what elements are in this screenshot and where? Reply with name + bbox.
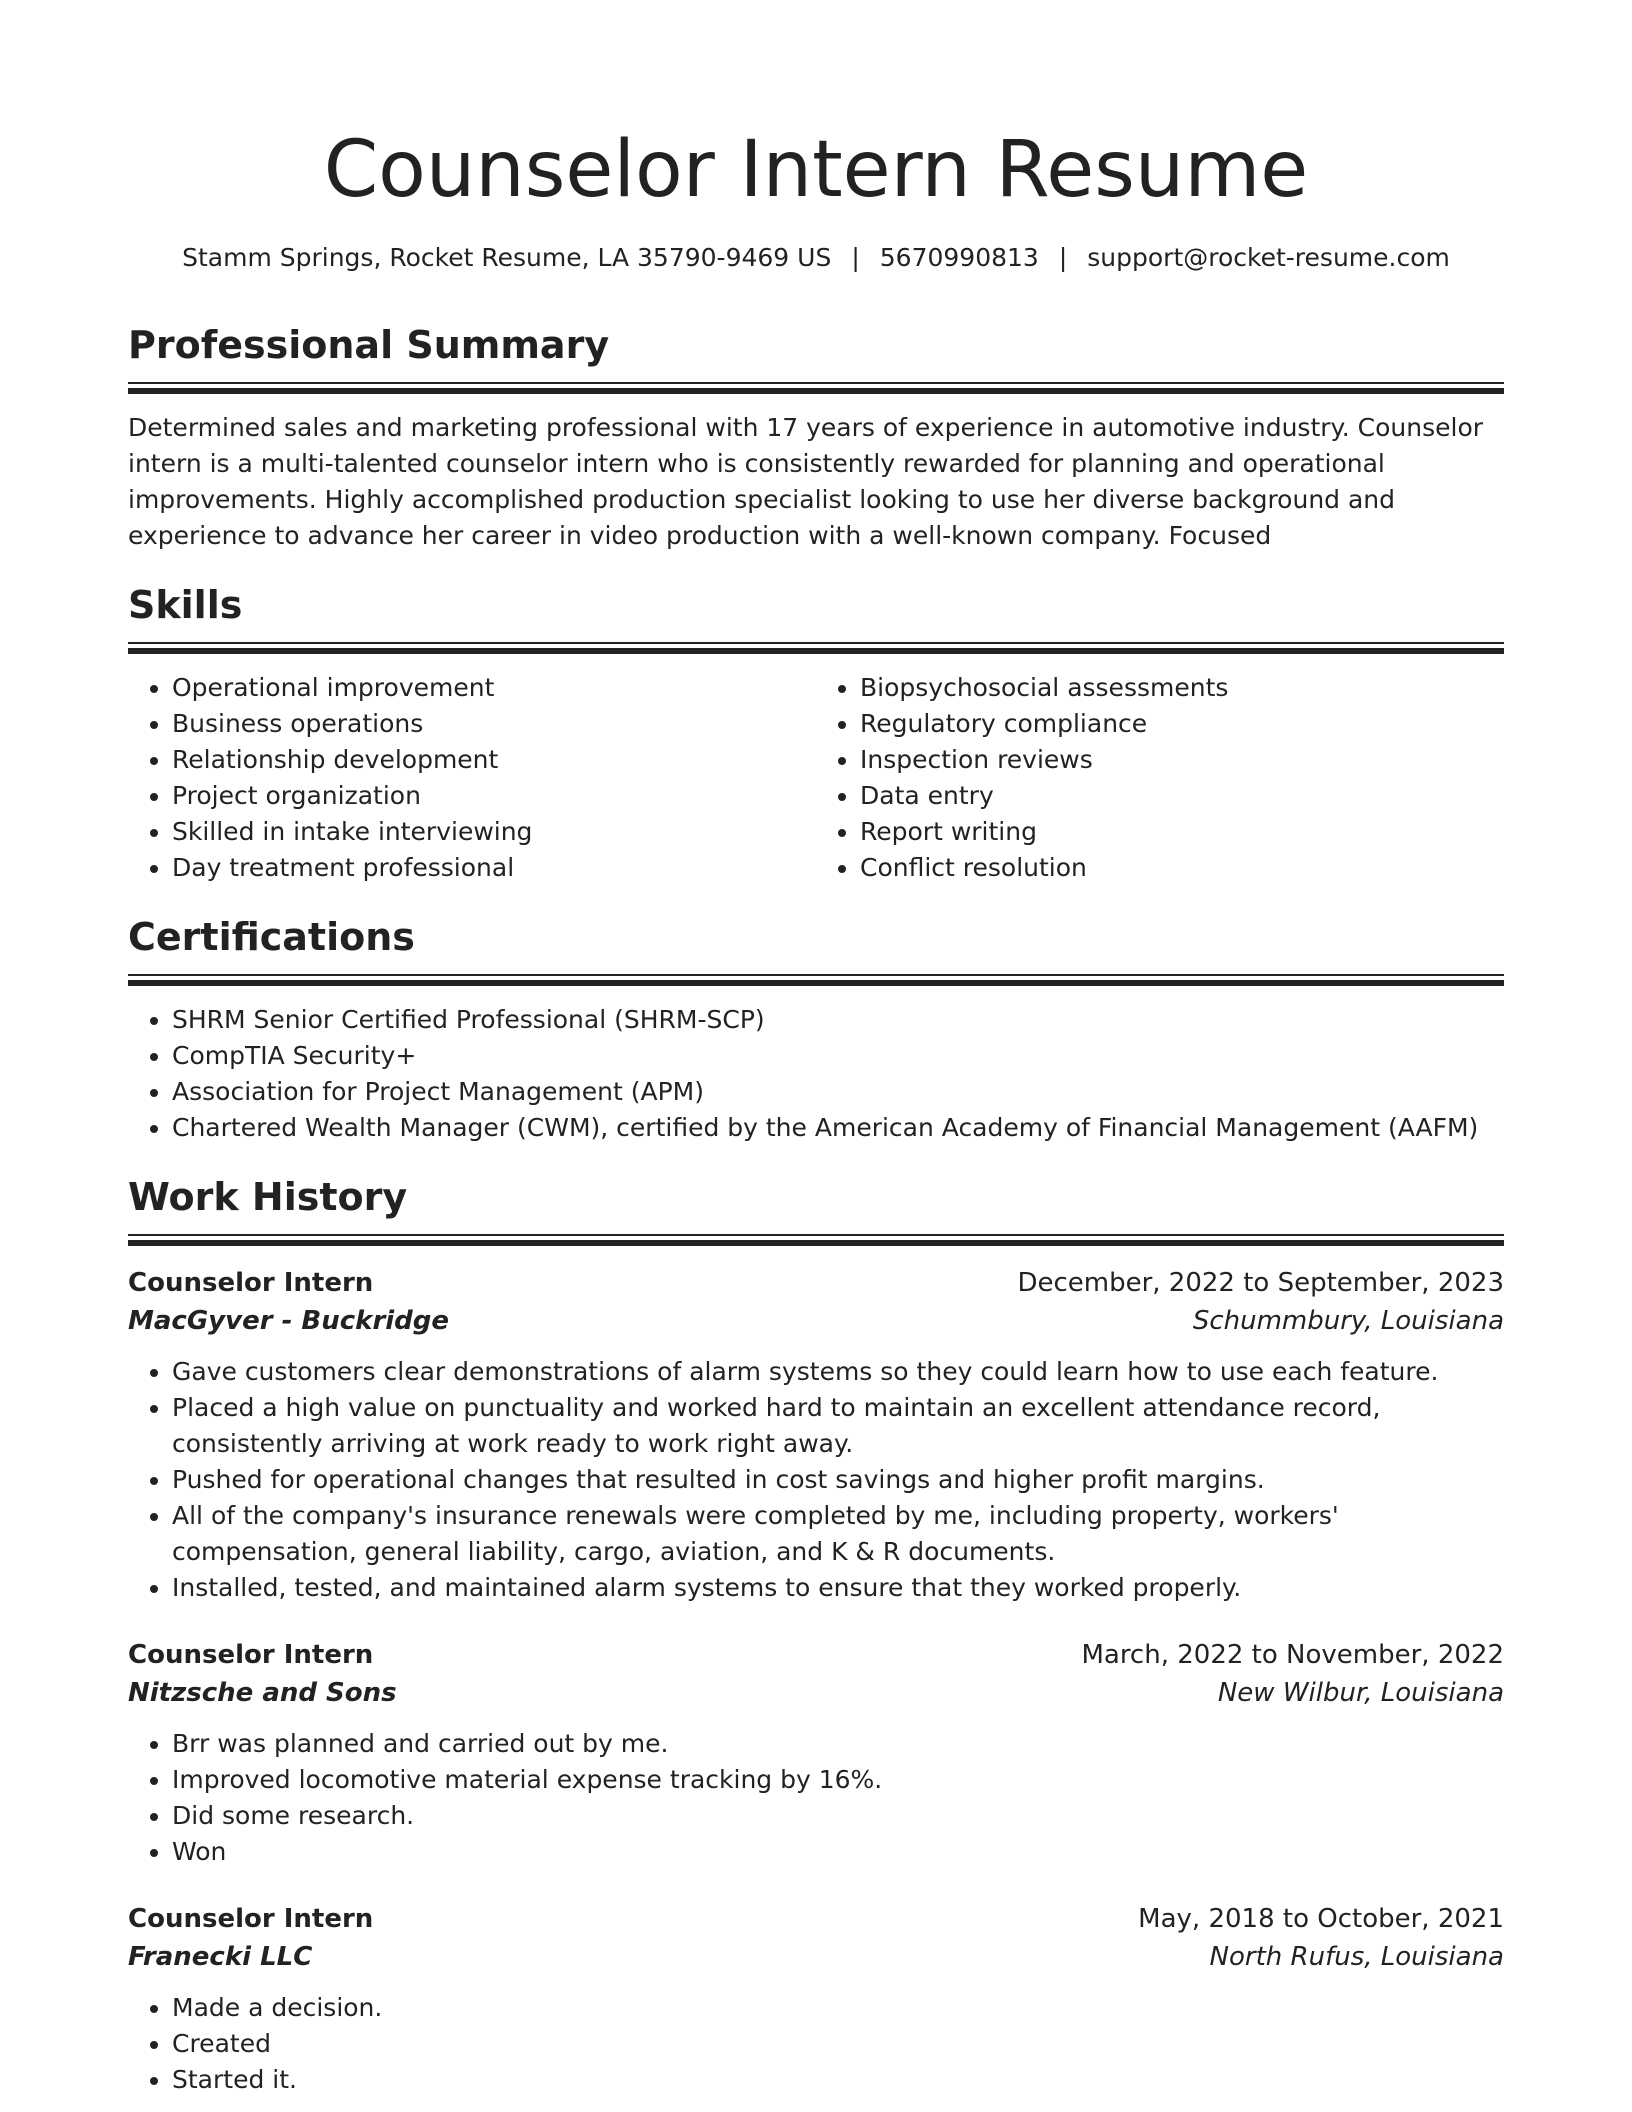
skill-item: • Operational improvement <box>172 670 816 706</box>
job-bullet: • Pushed for operational changes that resulted in cost savings and higher profit margins. <box>172 1462 1504 1498</box>
skill-item: • Inspection reviews <box>860 742 1504 778</box>
job-bullet: • Won <box>172 1834 1504 1870</box>
certification-item: • SHRM Senior Certified Professional (SHRM-SCP) <box>172 1002 1504 1038</box>
job-bullets <box>128 1990 1504 2098</box>
contact-address: Stamm Springs, Rocket Resume, LA 35790-9469 US <box>182 243 832 272</box>
job-subheader <box>128 1302 1504 1340</box>
job-company: MacGyver - Buckridge <box>128 1306 450 1336</box>
job-bullet: • Did some research. <box>172 1798 1504 1834</box>
section-heading-skills: Skills <box>128 583 243 627</box>
job-bullet: • All of the company's insurance renewals were completed by me, including property, workers' compensation, general liability, cargo, aviation, and K & R documents. <box>172 1498 1504 1570</box>
skills-list-left <box>128 670 816 886</box>
skill-item: • Skilled in intake interviewing <box>172 814 816 850</box>
job-subheader <box>128 1938 1504 1976</box>
contact-phone: 5670990813 <box>879 243 1039 272</box>
section-heading-work-history: Work History <box>128 1175 408 1219</box>
skills-section <box>128 580 1504 886</box>
skill-item: • Business operations <box>172 706 816 742</box>
job-title: Counselor Intern <box>128 1640 374 1670</box>
job-entry <box>128 1636 1504 1870</box>
section-divider <box>128 1234 1504 1246</box>
job-location: New Wilbur, Louisiana <box>1217 1678 1504 1708</box>
job-bullet: • Improved locomotive material expense tracking by 16%. <box>172 1762 1504 1798</box>
skill-item: • Report writing <box>860 814 1504 850</box>
work-history-section <box>128 1172 1504 2098</box>
job-entry <box>128 1264 1504 1606</box>
job-company: Franecki LLC <box>128 1942 313 1972</box>
skill-item: • Biopsychosocial assessments <box>860 670 1504 706</box>
resume-title: Counselor Intern Resume <box>323 125 1309 215</box>
job-bullet: • Placed a high value on punctuality and worked hard to maintain an excellent attendance record, consistently arriving at work ready to work right away. <box>172 1390 1504 1462</box>
certifications-section <box>128 912 1504 1146</box>
job-header <box>128 1636 1504 1674</box>
contact-email: support@rocket-resume.com <box>1087 243 1450 272</box>
job-header <box>128 1264 1504 1302</box>
skill-item: • Project organization <box>172 778 816 814</box>
job-location: Schummbury, Louisiana <box>1192 1306 1504 1336</box>
certification-item: • Association for Project Management (APM) <box>172 1074 1504 1110</box>
job-company: Nitzsche and Sons <box>128 1678 397 1708</box>
skills-columns <box>128 670 1504 886</box>
job-bullet: • Started it. <box>172 2062 1504 2098</box>
job-location: North Rufus, Louisiana <box>1209 1942 1504 1972</box>
contact-line <box>128 240 1504 276</box>
job-title: Counselor Intern <box>128 1268 374 1298</box>
certification-item: • CompTIA Security+ <box>172 1038 1504 1074</box>
skill-item: • Day treatment professional <box>172 850 816 886</box>
job-subheader <box>128 1674 1504 1712</box>
section-heading-summary: Professional Summary <box>128 323 610 367</box>
job-bullet: • Gave customers clear demonstrations of alarm systems so they could learn how to use each feature. <box>172 1354 1504 1390</box>
job-dates: May, 2018 to October, 2021 <box>1138 1904 1504 1934</box>
job-bullet: • Made a decision. <box>172 1990 1504 2026</box>
section-divider <box>128 974 1504 986</box>
section-heading-certifications: Certifications <box>128 915 415 959</box>
job-bullet: • Installed, tested, and maintained alarm systems to ensure that they worked properly. <box>172 1570 1504 1606</box>
job-bullet: • Created <box>172 2026 1504 2062</box>
job-title: Counselor Intern <box>128 1904 374 1934</box>
certifications-list <box>128 1002 1504 1146</box>
skill-item: • Relationship development <box>172 742 816 778</box>
job-bullets <box>128 1354 1504 1606</box>
skill-item: • Conflict resolution <box>860 850 1504 886</box>
section-divider <box>128 382 1504 394</box>
job-header <box>128 1900 1504 1938</box>
job-entry <box>128 1900 1504 2098</box>
job-bullets <box>128 1726 1504 1870</box>
summary-section <box>128 320 1504 554</box>
skill-item: • Data entry <box>860 778 1504 814</box>
section-divider <box>128 642 1504 654</box>
skill-item: • Regulatory compliance <box>860 706 1504 742</box>
contact-separator: | <box>1058 243 1068 272</box>
contact-separator: | <box>851 243 860 272</box>
job-bullet: • Brr was planned and carried out by me. <box>172 1726 1504 1762</box>
skills-list-right <box>816 670 1504 886</box>
job-dates: March, 2022 to November, 2022 <box>1081 1640 1504 1670</box>
job-dates: December, 2022 to September, 2023 <box>1017 1268 1504 1298</box>
certification-item: • Chartered Wealth Manager (CWM), certified by the American Academy of Financial Management (AAFM) <box>172 1110 1504 1146</box>
summary-text: Determined sales and marketing professional with 17 years of experience in automotive industry. Counselor intern is a multi-talented counselor intern who is consistently rewarded for planning and operational improvements. Highly accomplished production specialist looking to use her diverse background and experience to advance her career in video production with a well-known company. Focused <box>128 413 1484 550</box>
